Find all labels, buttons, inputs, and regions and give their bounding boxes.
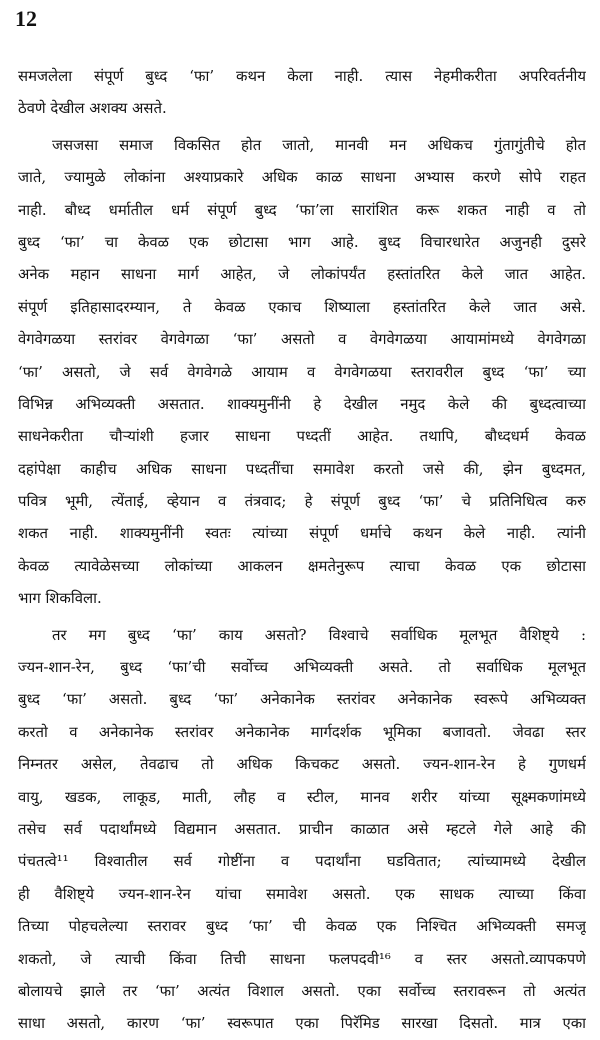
text-line: पंचतत्वे¹¹ विश्वातील सर्व गोष्टींना व पदार्थांना घडवितात; त्यांच्यामध्ये देखील — [18, 852, 586, 871]
text-line: ही वैशिष्ट्ये ज्यन-शान-रेन यांचा समावेश असतो. एक साधक त्याच्या किंवा — [18, 884, 586, 903]
text-line: पवित्र भूमी, त्येंताई, व्हेयान व तंत्रवाद; हे संपूर्ण बुध्द ‘फा’ चे प्रतिनिधित्व करु — [18, 492, 586, 511]
text-line: तिच्या पोहचलेल्या स्तरावर बुध्द ‘फा’ ची केवळ एक निश्चित अभिव्यक्ती समजू — [18, 917, 586, 936]
text-line: समजलेला संपूर्ण बुध्द ‘फा’ कथन केला नाही. त्यास नेहमीकरीता अपरिवर्तनीय — [18, 67, 586, 85]
text-line: केवळ त्यावेळेसच्या लोकांच्या आकलन क्षमतेनुरूप त्याचा केवळ एक छोटासा — [18, 556, 586, 575]
text-line: नाही. बौध्द धर्मातील धर्म संपूर्ण बुध्द ‘फा’ला सारांशित करू शकत नाही व तो — [18, 200, 586, 219]
text-line: तसेच सर्व पदार्थांमध्ये विद्यमान असतात. प्राचीन काळात असे म्हटले गेले आहे की — [18, 819, 586, 838]
text-line: निम्नतर असेल, तेवढाच तो अधिक किचकट असतो. ज्यन-शान-रेन हे गुणधर्म — [18, 755, 586, 774]
text-line: करतो व अनेकानेक स्तरांवर अनेकानेक मार्गदर्शक भूमिका बजावतो. जेवढा स्तर — [18, 722, 586, 741]
body-text — [18, 60, 586, 1040]
text-line: जसजसा समाज विकसित होत जातो, मानवी मन अधिकच गुंतागुंतीचे होत — [52, 135, 586, 154]
text-line: बुध्द ‘फा’ चा केवळ एक छोटासा भाग आहे. बुध्द विचारधारेत अजुनही दुसरे — [18, 232, 586, 251]
text-line: बुध्द ‘फा’ असतो. बुध्द ‘फा’ अनेकानेक स्तरांवर अनेकानेक स्वरूपे अभिव्यक्त — [18, 690, 586, 709]
text-line: शकतो, जे त्याची किंवा तिची साधना फलपदवी¹⁶ व स्तर असतो.व्यापकपणे — [18, 949, 586, 968]
text-line: साधनेकरीता चौऱ्यांशी हजार साधना पध्दतीं आहेत. तथापि, बौध्दधर्म केवळ — [18, 427, 586, 446]
text-line: वेगवेगळया स्तरांवर वेगवेगळा ‘फा’ असतो व वेगवेगळया आयामांमध्ये वेगवेगळा — [18, 330, 586, 349]
page-number: 12 — [15, 6, 37, 31]
text-line: ज्यन-शान-रेन, बुध्द ‘फा’ची सर्वोच्च अभिव्यक्ती असते. तो सर्वाधिक मूलभूत — [18, 658, 586, 677]
text-line: बोलायचे झाले तर ‘फा’ अत्यंत विशाल असतो. एका सर्वोच्च स्तरावरून तो अत्यंत — [18, 981, 586, 1000]
text-line: वायु, खडक, लाकूड, माती, लौह व स्टील, मानव शरीर यांच्या सूक्ष्मकणांमध्ये — [18, 787, 586, 806]
text-line: ‘फा’ असतो, जे सर्व वेगवेगळे आयाम व वेगवेगळया स्तरावरील बुध्द ‘फा’ च्या — [18, 362, 586, 381]
text-line: शकत नाही. शाक्यमुनींनी स्वतः त्यांच्या संपूर्ण धर्माचे कथन केले नाही. त्यांनी — [18, 524, 586, 543]
text-line: तर मग बुध्द ‘फा’ काय असतो? विश्वाचे सर्वाधिक मूलभूत वैशिष्ट्ये : — [52, 625, 586, 644]
text-line: दहांपेक्षा काहीच अधिक साधना पध्दतींचा समावेश करतो जसे की, झेन बुध्दमत, — [18, 459, 586, 478]
text-line: अनेक महान साधना मार्ग आहेत, जे लोकांपर्यंत हस्तांतरित केले जात आहेत. — [18, 265, 586, 284]
text-line: साधा असतो, कारण ‘फा’ स्वरूपात एका पिरॅमिड सारखा दिसतो. मात्र एका — [18, 1014, 586, 1033]
text-line: ठेवणे देखील अशक्य असते. — [18, 99, 167, 118]
text-line: संपूर्ण इतिहासादरम्यान, ते केवळ एकाच शिष्याला हस्तांतरित केले जात असे. — [18, 297, 586, 316]
text-line: जाते, ज्यामुळे लोकांना अश्याप्रकारे अधिक काळ साधना अभ्यास करणे सोपे राहत — [18, 168, 586, 187]
text-line: भाग शिकविला. — [18, 589, 102, 608]
text-line: विभिन्न अभिव्यक्ती असतात. शाक्यमुनींनी हे देखील नमुद केले की बुध्दत्वाच्या — [18, 394, 586, 413]
